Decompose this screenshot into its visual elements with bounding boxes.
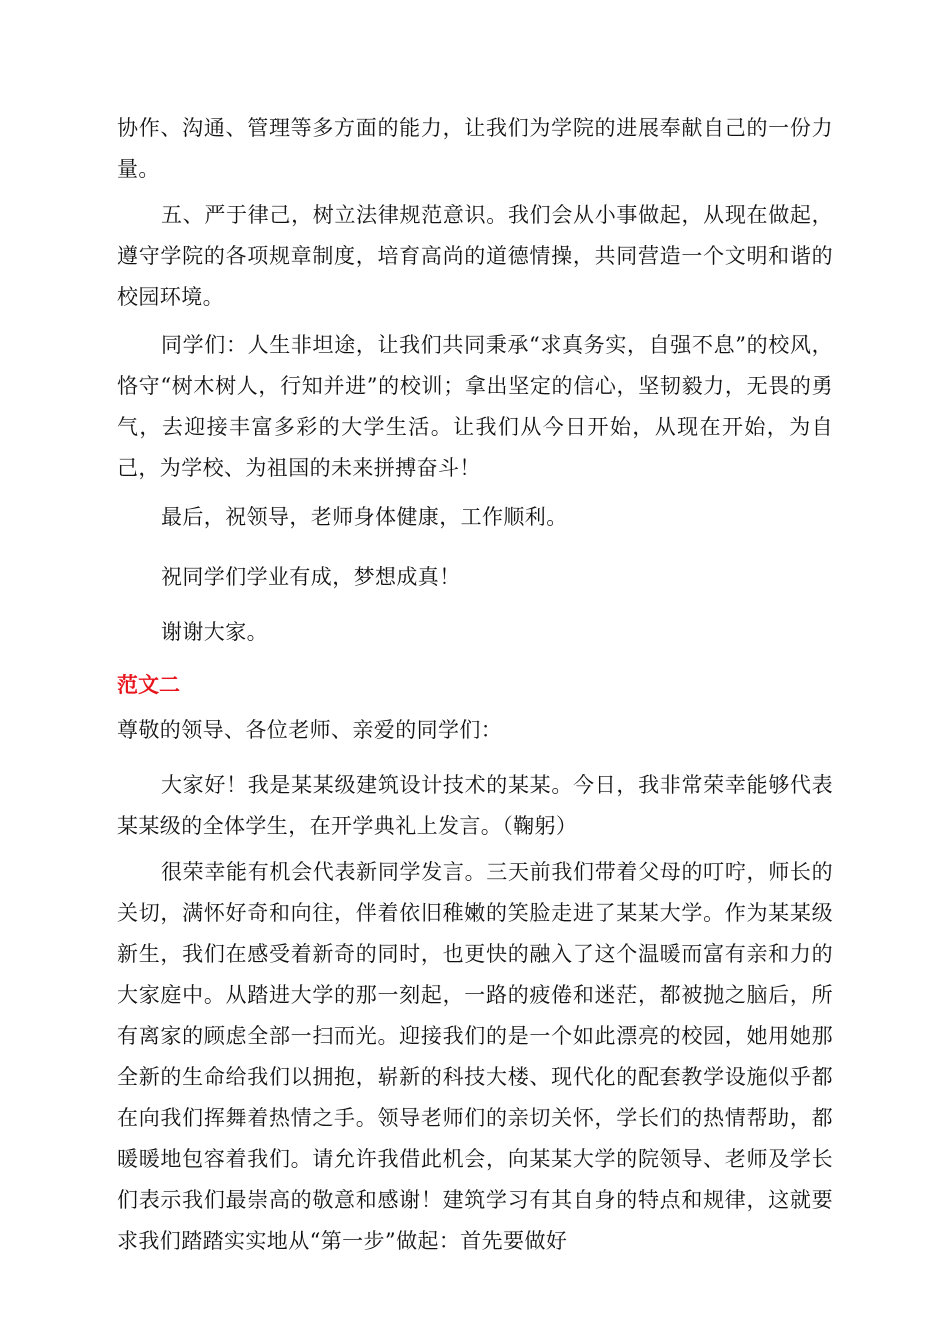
paragraph-point-five: 五、严于律己，树立法律规范意识。我们会从小事做起，从现在做起，遵守学院的各项规章制度，培育高尚的道德情操，共同营造一个文明和谐的校园环境。 [117, 203, 833, 309]
section-heading: 范文二 [117, 673, 180, 697]
paragraph-wishes-classmates: 祝同学们学业有成，梦想成真！ [161, 565, 461, 589]
paragraph-thanks: 谢谢大家。 [161, 620, 268, 644]
paragraph-continuation: 协作、沟通、管理等多方面的能力，让我们为学院的进展奉献自己的一份力量。 [117, 116, 833, 181]
paragraph-greeting: 大家好！我是某某级建筑设计技术的某某。今日，我非常荣幸能够代表某某级的全体学生，在开学典礼上发言。（鞠躬） [117, 773, 833, 838]
paragraph-speech-body: 很荣幸能有机会代表新同学发言。三天前我们带着父母的叮咛，师长的关切，满怀好奇和向往，伴着依旧稚嫩的笑脸走进了某某大学。作为某某级新生，我们在感受着新奇的同时，也更快的融入了这个温暖而富有亲和力的大家庭中。从踏进大学的那一刻起，一路的疲倦和迷茫，都被抛之脑后，所有离家的顾虑全部一扫而光。迎接我们的是一个如此漂亮的校园，她用她那全新的生命给我们以拥抱，崭新的科技大楼、现代化的配套教学设施似乎都在向我们挥舞着热情之手。领导老师们的亲切关怀，学长们的热情帮助，都暖暖地包容着我们。请允许我借此机会，向某某大学的院领导、老师及学长们表示我们最崇高的敬意和感谢！建筑学习有其自身的特点和规律，这就要求我们踏踏实实地从“第一步”做起：首先要做好 [117, 860, 833, 1253]
salutation: 尊敬的领导、各位老师、亲爱的同学们： [117, 718, 503, 742]
paragraph-wishes-leaders: 最后，祝领导，老师身体健康，工作顺利。 [161, 505, 568, 529]
paragraph-classmates: 同学们：人生非坦途，让我们共同秉承“求真务实，自强不息”的校风，恪守“树木树人，行知并进”的校训；拿出坚定的信心，坚韧毅力，无畏的勇气，去迎接丰富多彩的大学生活。让我们从今日开始，从现在开始，为自己，为学校、为祖国的未来拼搏奋斗！ [117, 333, 833, 480]
